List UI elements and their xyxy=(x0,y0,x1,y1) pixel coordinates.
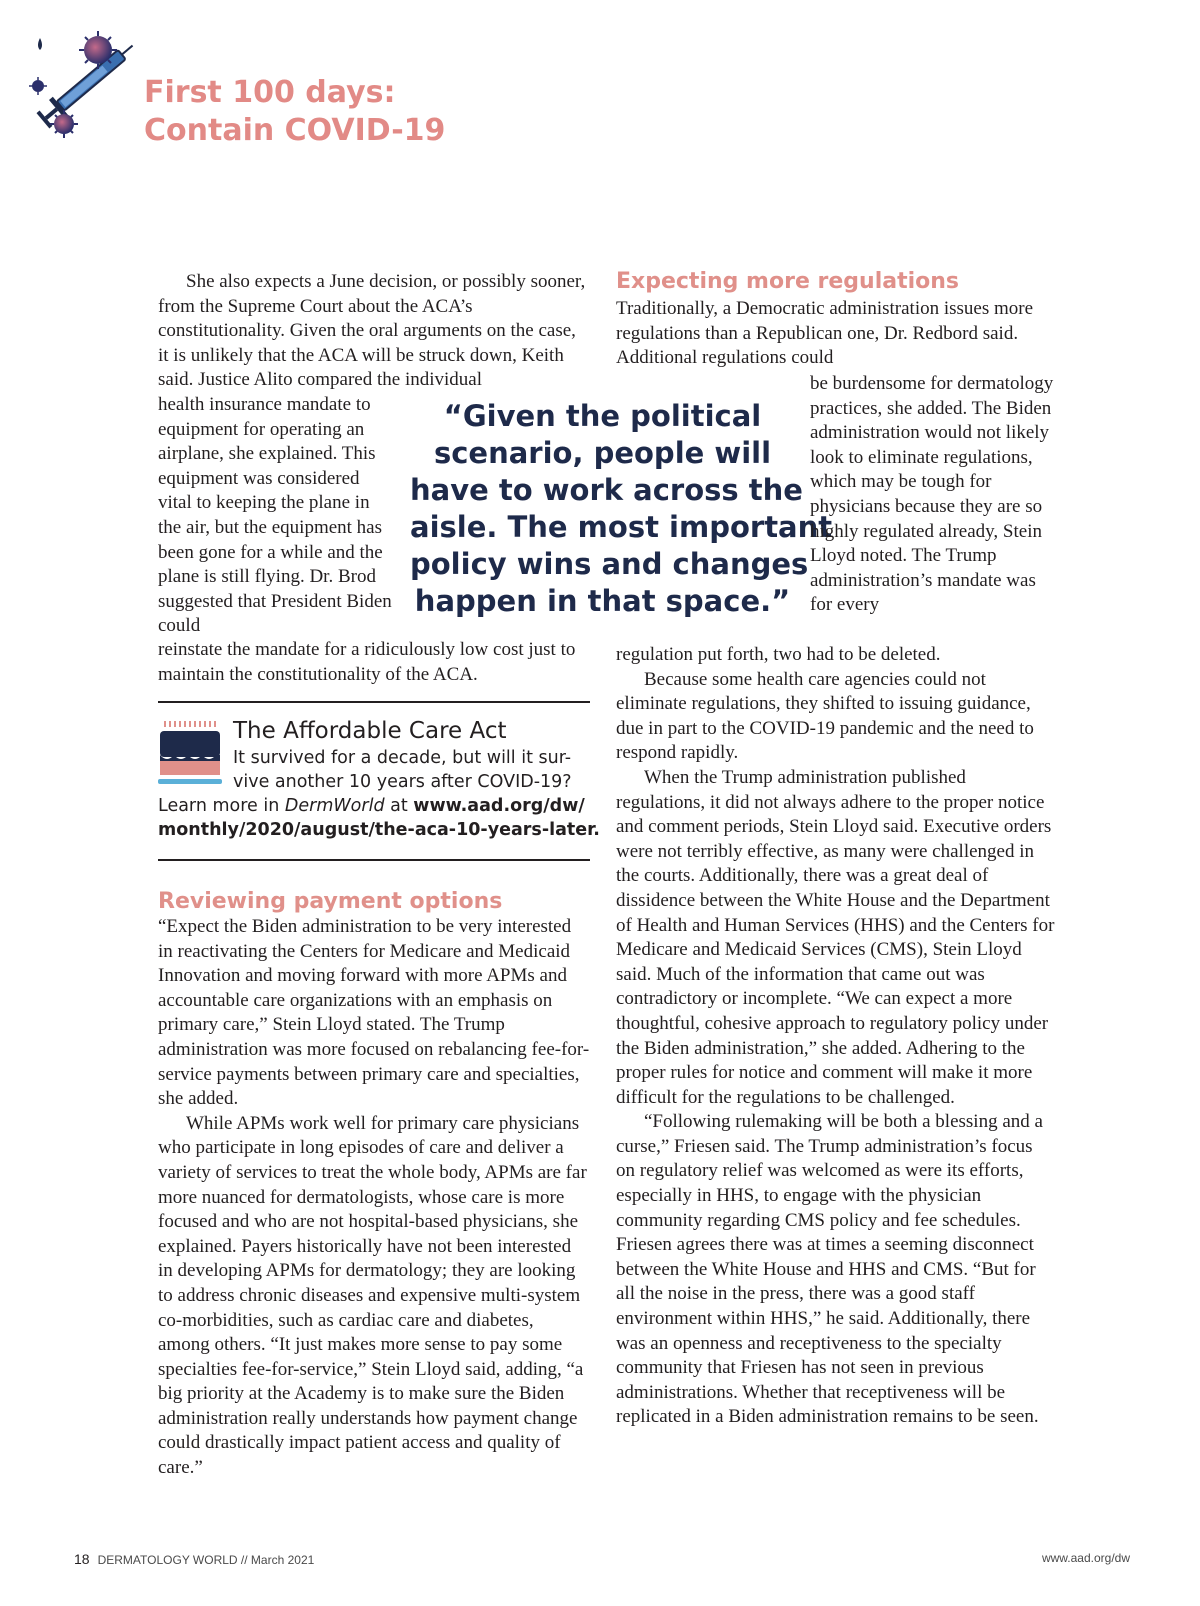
pull-quote-line: have to work across the xyxy=(410,473,803,507)
left-paragraph-1-end: reinstate the mandate for a ridiculously low cost just to maintain the constitutionality of the ACA. xyxy=(158,639,576,685)
footer-url[interactable]: www.aad.org/dw xyxy=(1041,1551,1130,1565)
syringe-virus-icon xyxy=(22,28,142,148)
aca-callout-box xyxy=(158,701,600,861)
pull-quote-line: aisle. The most important xyxy=(410,510,833,544)
expecting-paragraph-1-wrap: be burdensome for dermatology practices, she added. The Biden administration would not likely look to eliminate regulations, which may be tough for physicians because they are so highly regulated already, Stein Lloyd noted. The Trump administration’s mandate was for every xyxy=(810,373,1054,616)
expecting-paragraph-3: When the Trump administration published regulations, it did not always adhere to the proper notice and comment periods, Stein Lloyd said. Executive orders were not terribly effective, as many were challenged in the courts. Additionally, there was a great deal of dissidence between the White House and the Department of Health and Human Services (HHS) and the Centers for Medicare and Medicaid Services (CMS), Stein Lloyd said. Much of the information that came out was contradictory or incomplete. “We can expect a more thoughtful, cohesive approach to regulatory policy under the Biden administration,” she added. Adhering to the proper rules for notice and comment will make it more difficult for the regulations to be challenged. xyxy=(616,766,1055,1108)
aca-learn-more: Learn more in xyxy=(158,796,285,816)
expecting-paragraph-1-end: regulation put forth, two had to be deleted. xyxy=(616,644,941,665)
left-paragraph-1-wrap: health insurance mandate to equipment for operating an airplane, she explained. This equipment was considered vital to keeping the plane in the air, but the equipment has been gone for a while and the plane is still flying. Dr. Brod suggested that President Biden could xyxy=(158,394,392,637)
page-title xyxy=(144,74,445,150)
left-paragraph-1-top: She also expects a June decision, or possibly sooner, from the Supreme Court about the ACA’s constitutionality. Given the oral arguments on the case, it is unlikely that the ACA will be struck down, Keith said. Justice Alito compared the individual xyxy=(158,271,586,391)
publication-name: DERMATOLOGY WORLD // March 2021 xyxy=(97,1553,315,1567)
aca-callout-line xyxy=(158,794,585,818)
pull-quote-line: “Given the political xyxy=(443,399,762,433)
footer-left xyxy=(74,1551,314,1567)
reviewing-body xyxy=(158,915,590,1481)
page-number: 18 xyxy=(74,1551,90,1567)
pull-quote-line: scenario, people will xyxy=(433,436,772,470)
expecting-body xyxy=(616,643,1056,1430)
title-line-2: Contain COVID-19 xyxy=(144,113,446,148)
dermworld-title: DermWorld xyxy=(284,796,385,816)
reviewing-paragraph-2: While APMs work well for primary care physicians who participate in long episodes of care and deliver a variety of services to treat the whole body, APMs are far more nuanced for dermatologists, whose care is more focused and who are not hospital-based physicians, she explained. Payers historically have not been interested in developing APMs for dermatology; they are looking to address chronic diseases and expensive multi-system co-morbidities, such as cardiac care and diabetes, among others. “It just makes more sense to pay some specialties fee-for-service,” Stein Lloyd said, adding, “a big priority at the Academy is to make sure the Biden administration really understands how payment change could drastically impact patient access and quality of care.” xyxy=(158,1112,587,1479)
section-heading-reviewing: Reviewing payment options xyxy=(158,889,503,914)
expecting-paragraph-4: “Following rulemaking will be both a blessing and a curse,” Friesen said. The Trump administration’s focus on regulatory relief was welcomed as were its efforts, especially in HHS, to engage with the physician community regarding CMS policy and fee schedules. Friesen agrees there was at times a seeming disconnect between the White House and HHS and CMS. “But for all the noise in the press, there was a good staff environment within HHS,” he said. Additionally, there was an openness and receptiveness to the specialty community that Friesen has not seen in previous administrations. Whether that receptiveness will be replicated in a Biden administration remains to be seen. xyxy=(616,1111,1043,1428)
aca-callout-line: It survived for a decade, but will it sur- xyxy=(233,748,572,768)
cake-icon xyxy=(158,721,222,787)
aca-callout-line: vive another 10 years after COVID-19? xyxy=(233,772,572,792)
title-line-1: First 100 days: xyxy=(144,75,396,110)
aca-at: at xyxy=(384,796,414,816)
aca-link-url[interactable]: www.aad.org/dw/ xyxy=(413,796,585,816)
pull-quote-line: policy wins and changes xyxy=(410,547,809,581)
reviewing-paragraph-1: “Expect the Biden administration to be very interested in reactivating the Centers for Medicare and Medicaid Innovation and moving forward with more APMs and accountable care organizations with an emphasis on primary care,” Stein Lloyd stated. The Trump administration was more focused on rebalancing fee-for-service payments between primary care and specialties, she added. xyxy=(158,916,590,1110)
expecting-paragraph-2: Because some health care agencies could not eliminate regulations, they shifted to issuing guidance, due in part to the COVID-19 pandemic and the need to respond rapidly. xyxy=(616,668,1034,764)
expecting-paragraph-1-top: Traditionally, a Democratic administration issues more regulations than a Republican one, Dr. Redbord said. Additional regulations could xyxy=(616,298,1034,369)
pull-quote-line: happen in that space.” xyxy=(414,584,791,618)
pull-quote xyxy=(410,398,833,620)
aca-link-url-continued[interactable]: monthly/2020/august/the-aca-10-years-later. xyxy=(158,820,600,840)
aca-callout-title: The Affordable Care Act xyxy=(233,718,507,744)
section-heading-expecting: Expecting more regulations xyxy=(616,269,960,294)
